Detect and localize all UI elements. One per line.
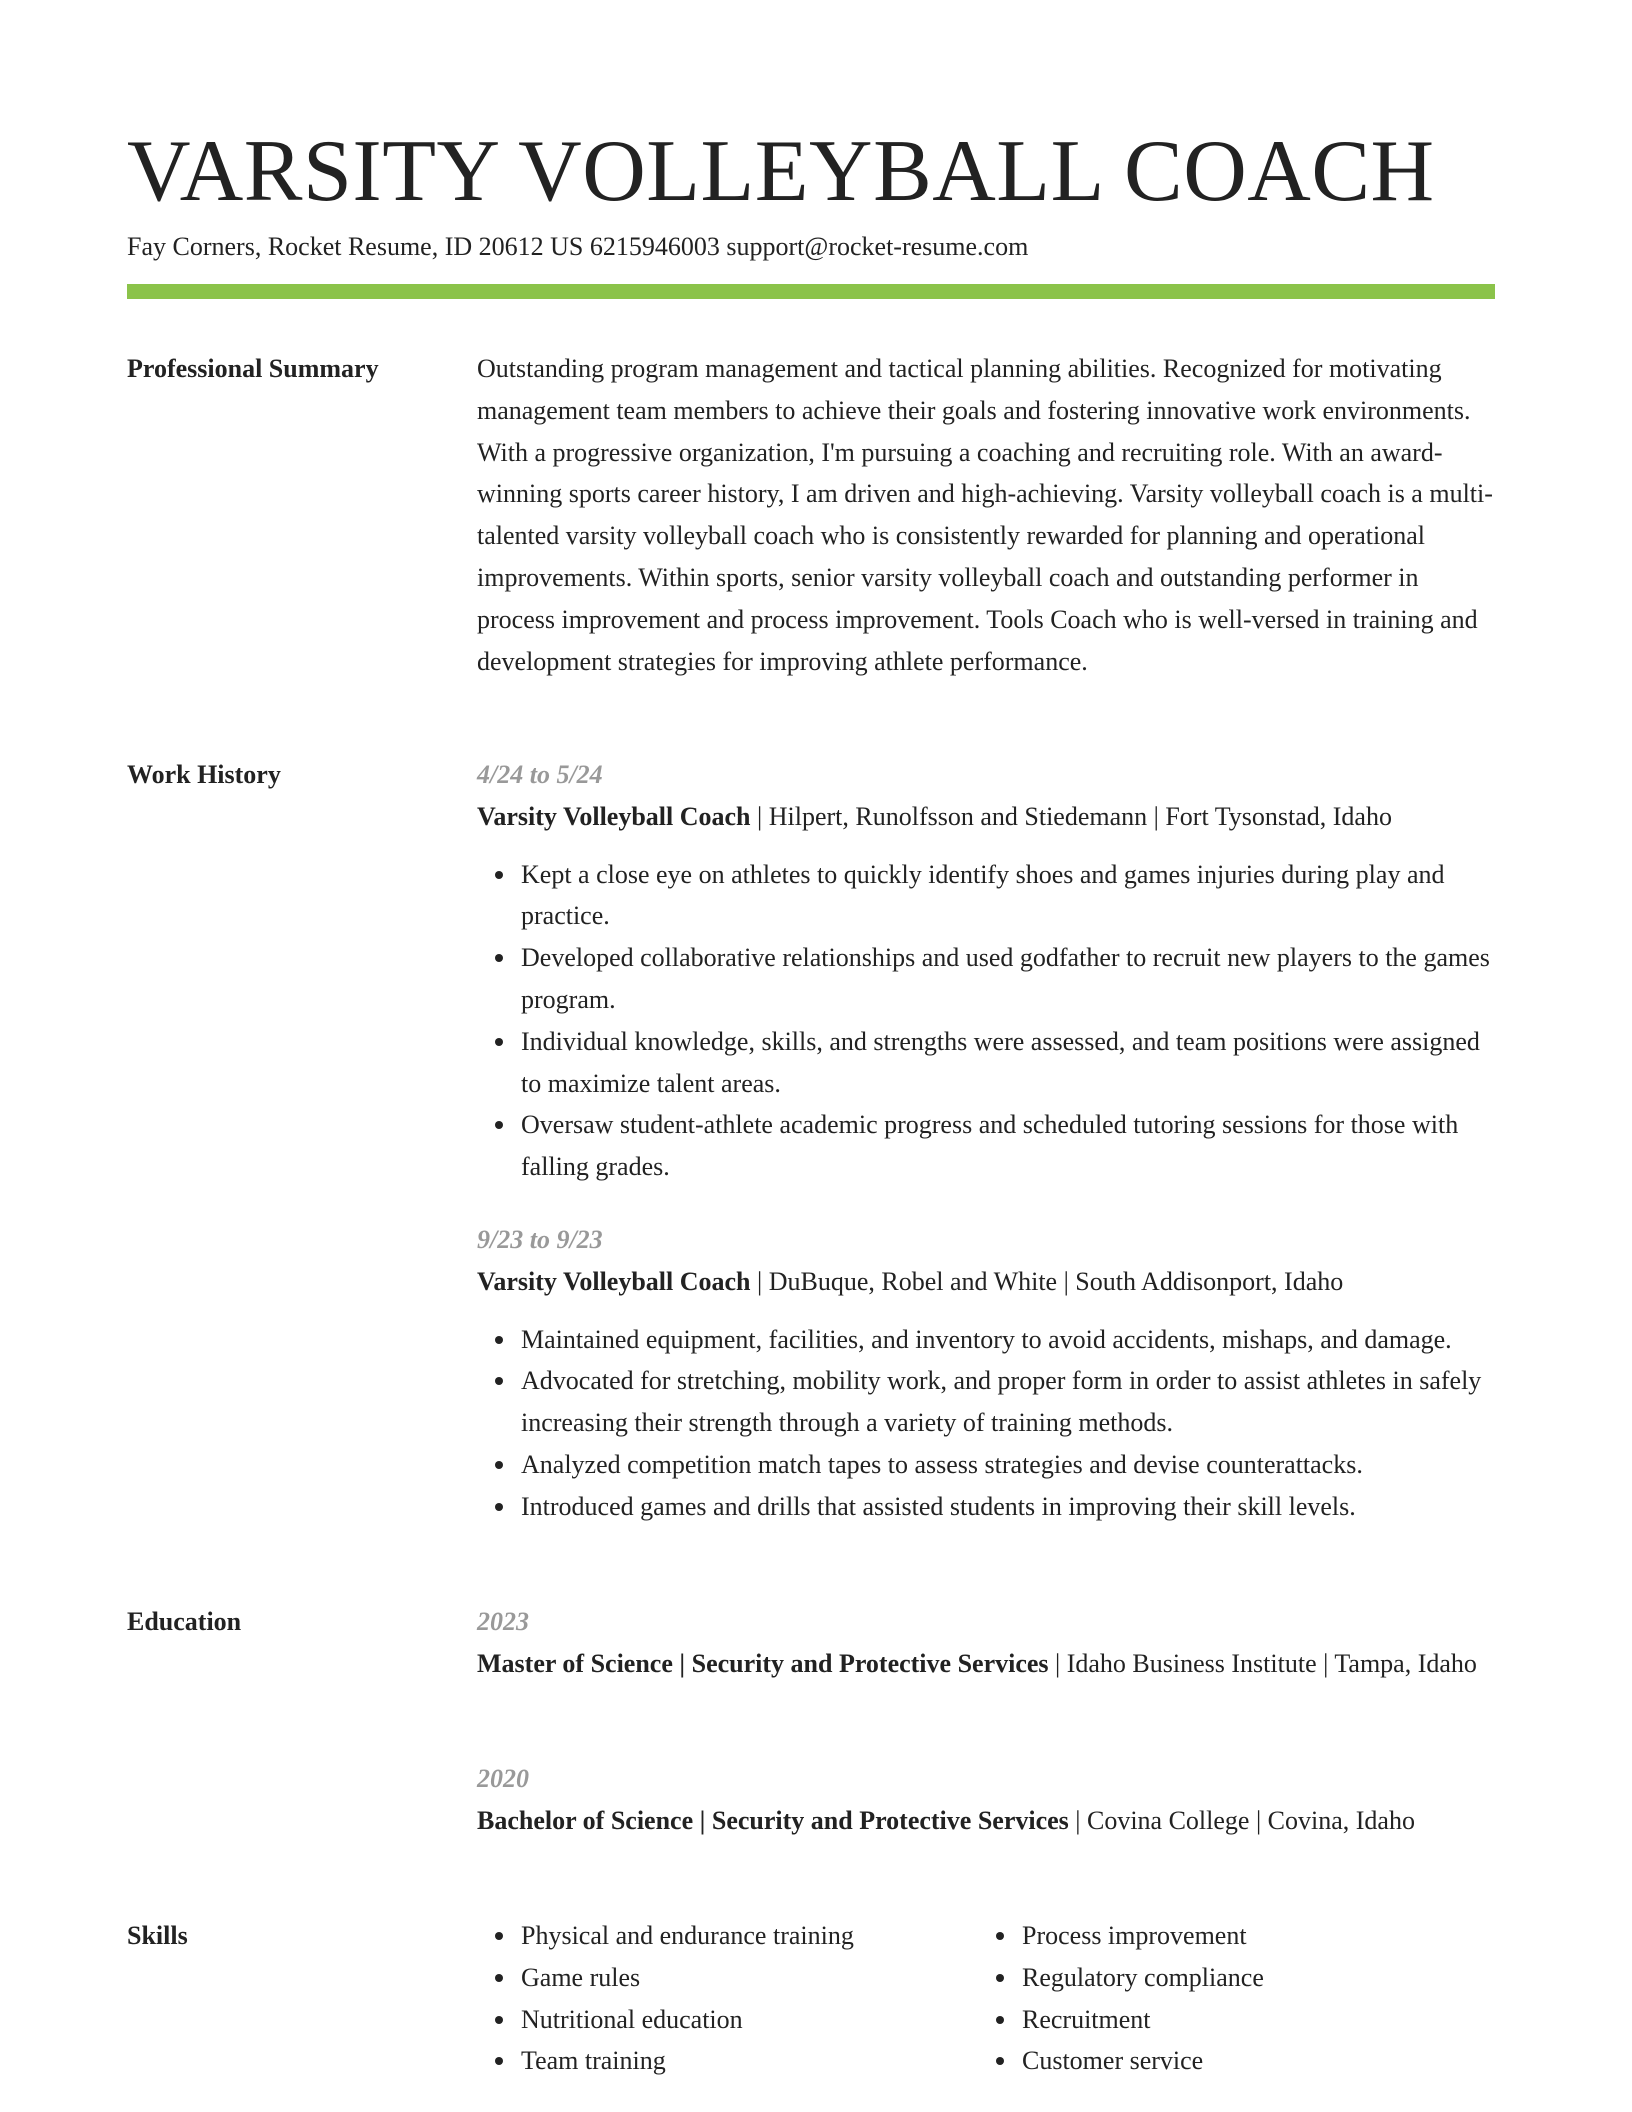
job-dates: 4/24 to 5/24	[477, 760, 603, 789]
skill-item: Regulatory compliance	[1022, 1957, 1479, 1999]
summary-text: Outstanding program management and tactical planning abilities. Recognized for motivating management team members to achieve their goals and fostering innovative work environments. With a progressive organization, I'm pursuing a coaching and recruiting role. With an award-winning sports career history, I am driven and high-achieving. Varsity volleyball coach is a multi-talented varsity volleyball coach who is consistently rewarded for planning and operational improvements. Within sports, senior varsity volleyball coach and outstanding performer in process improvement and process improvement. Tools Coach who is well-versed in training and development strategies for improving athlete performance.	[477, 354, 1493, 676]
job-bullet: Advocated for stretching, mobility work, and proper form in order to assist athletes in safely increasing their strength through a variety of training methods.	[521, 1360, 1495, 1444]
education-year: 2023	[477, 1607, 529, 1636]
education-year: 2020	[477, 1764, 529, 1793]
job-bullet: Maintained equipment, facilities, and inventory to avoid accidents, mishaps, and damage.	[521, 1319, 1495, 1361]
job-title: Varsity Volleyball Coach	[477, 801, 751, 831]
job-bullet: Developed collaborative relationships and used godfather to recruit new players to the games program.	[521, 937, 1495, 1021]
job-bullets	[477, 1319, 1495, 1528]
job-bullet: Oversaw student-athlete academic progress and scheduled tutoring sessions for those with falling grades.	[521, 1104, 1495, 1188]
skills-list-left	[477, 1915, 978, 2082]
job-details: | Hilpert, Runolfsson and Stiedemann | Fort Tysonstad, Idaho	[750, 801, 1392, 831]
skill-item: Team training	[521, 2040, 978, 2082]
education-heading: Education	[127, 1607, 242, 1636]
job-bullet: Individual knowledge, skills, and strengths were assessed, and team positions were assigned to maximize talent areas.	[521, 1021, 1495, 1105]
resume-title: VARSITY VOLLEYBALL COACH	[127, 123, 1435, 220]
skill-item: Recruitment	[1022, 1999, 1479, 2041]
job-header	[477, 796, 1495, 838]
job-dates: 9/23 to 9/23	[477, 1225, 603, 1254]
degree-name: Bachelor of Science | Security and Protective Services	[477, 1805, 1069, 1835]
skill-item: Physical and endurance training	[521, 1915, 978, 1957]
skill-item: Customer service	[1022, 2040, 1479, 2082]
job-header	[477, 1261, 1495, 1303]
degree-name: Master of Science | Security and Protective Services	[477, 1648, 1049, 1678]
job-details: | DuBuque, Robel and White | South Addisonport, Idaho	[750, 1266, 1344, 1296]
job-entry	[477, 754, 1495, 1188]
skills-section	[477, 1915, 1495, 2082]
summary-heading: Professional Summary	[127, 354, 379, 383]
skills-heading: Skills	[127, 1921, 188, 1950]
job-bullet: Introduced games and drills that assisted students in improving their skill levels.	[521, 1486, 1495, 1528]
skills-list-right	[978, 1915, 1479, 2082]
education-header	[477, 1643, 1495, 1685]
skill-item: Nutritional education	[521, 1999, 978, 2041]
work-history-heading: Work History	[127, 760, 281, 789]
job-bullet: Analyzed competition match tapes to assess strategies and devise counterattacks.	[521, 1444, 1495, 1486]
skills-grid	[477, 1915, 1495, 2082]
job-bullet: Kept a close eye on athletes to quickly identify shoes and games injuries during play and practice.	[521, 854, 1495, 938]
skill-item: Game rules	[521, 1957, 978, 1999]
education-entry	[477, 1601, 1495, 1685]
skill-item: Process improvement	[1022, 1915, 1479, 1957]
summary-section	[477, 348, 1495, 682]
education-details: | Idaho Business Institute | Tampa, Idaho	[1048, 1648, 1477, 1678]
education-entry	[477, 1758, 1495, 1842]
job-entry	[477, 1219, 1495, 1528]
job-bullets	[477, 854, 1495, 1188]
education-header	[477, 1800, 1495, 1842]
job-title: Varsity Volleyball Coach	[477, 1266, 751, 1296]
contact-line: Fay Corners, Rocket Resume, ID 20612 US 6215946003 support@rocket-resume.com	[127, 232, 1029, 261]
accent-divider	[127, 284, 1495, 299]
education-details: | Covina College | Covina, Idaho	[1068, 1805, 1415, 1835]
